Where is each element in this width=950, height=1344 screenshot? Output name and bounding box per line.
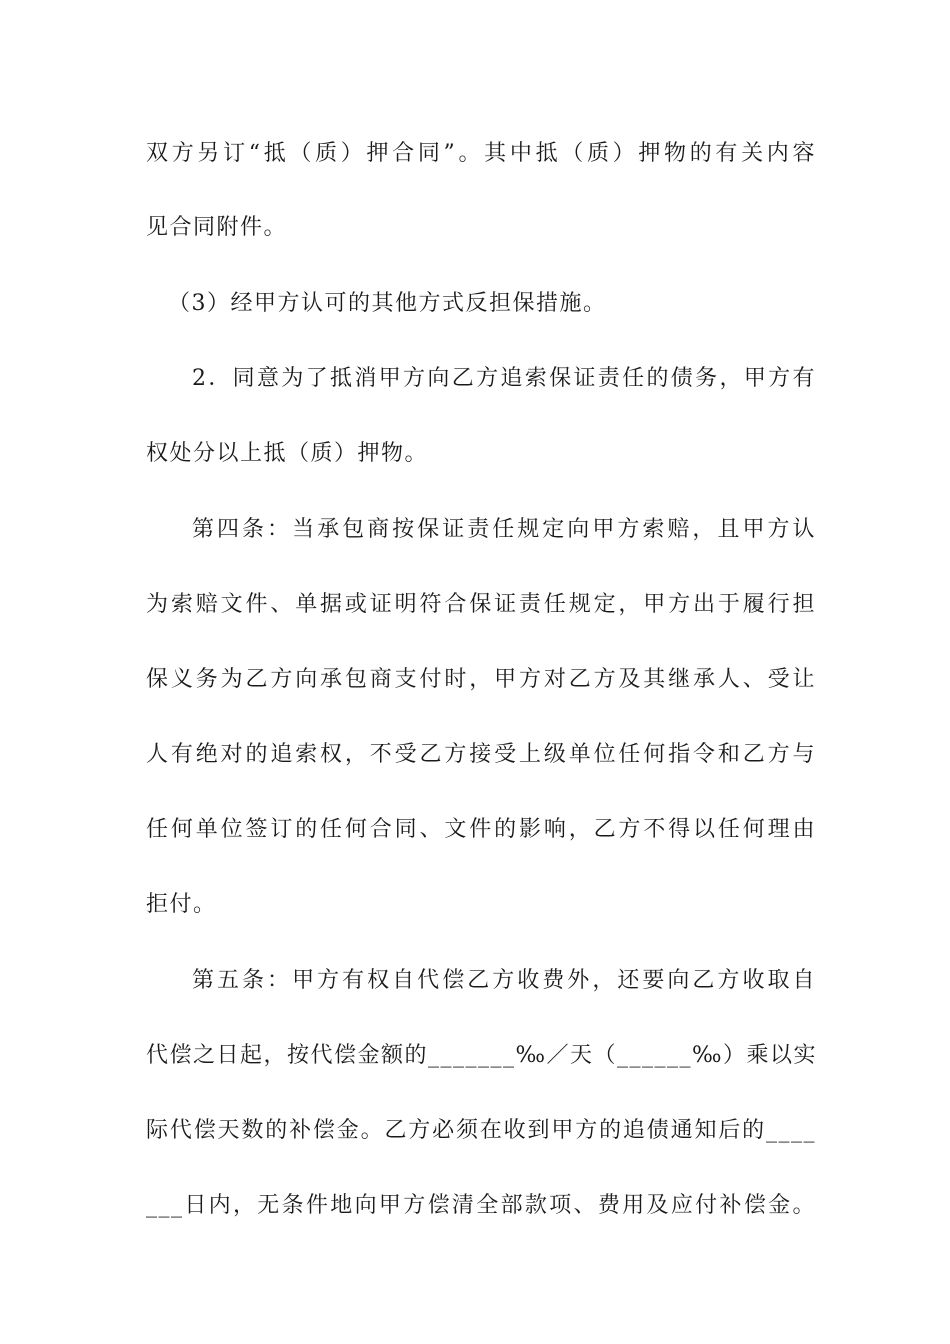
- paragraph-line: 见合同附件。: [146, 215, 288, 240]
- paragraph-line: 保义务为乙方向承包商支付时，甲方对乙方及其继承人、受让: [146, 667, 816, 692]
- paragraph-line: 拒付。: [146, 892, 217, 917]
- paragraph-line: 任何单位签订的任何合同、文件的影响，乙方不得以任何理由: [146, 817, 816, 842]
- paragraph-line: 际代偿天数的补偿金。乙方必须在收到甲方的追债通知后的____: [146, 1118, 816, 1143]
- paragraph-line: ___日内，无条件地向甲方偿清全部款项、费用及应付补偿金。: [146, 1193, 816, 1218]
- paragraph-line: （3）经甲方认可的其他方式反担保措施。: [168, 291, 607, 316]
- paragraph-line: 双方另订“抵（质）押合同”。其中抵（质）押物的有关内容: [146, 141, 816, 166]
- paragraph-line: 为索赔文件、单据或证明符合保证责任规定，甲方出于履行担: [146, 592, 816, 617]
- paragraph-line: 2．同意为了抵消甲方向乙方追索保证责任的债务，甲方有: [192, 366, 816, 391]
- paragraph-line: 权处分以上抵（质）押物。: [146, 441, 429, 466]
- paragraph-line: 第四条：当承包商按保证责任规定向甲方索赔，且甲方认: [192, 517, 816, 542]
- paragraph-line: 第五条：甲方有权自代偿乙方收费外，还要向乙方收取自: [192, 968, 816, 993]
- paragraph-line: 代偿之日起，按代偿金额的_______‰／天（______‰）乘以实: [146, 1043, 818, 1068]
- paragraph-line: 人有绝对的追索权，不受乙方接受上级单位任何指令和乙方与: [146, 742, 816, 767]
